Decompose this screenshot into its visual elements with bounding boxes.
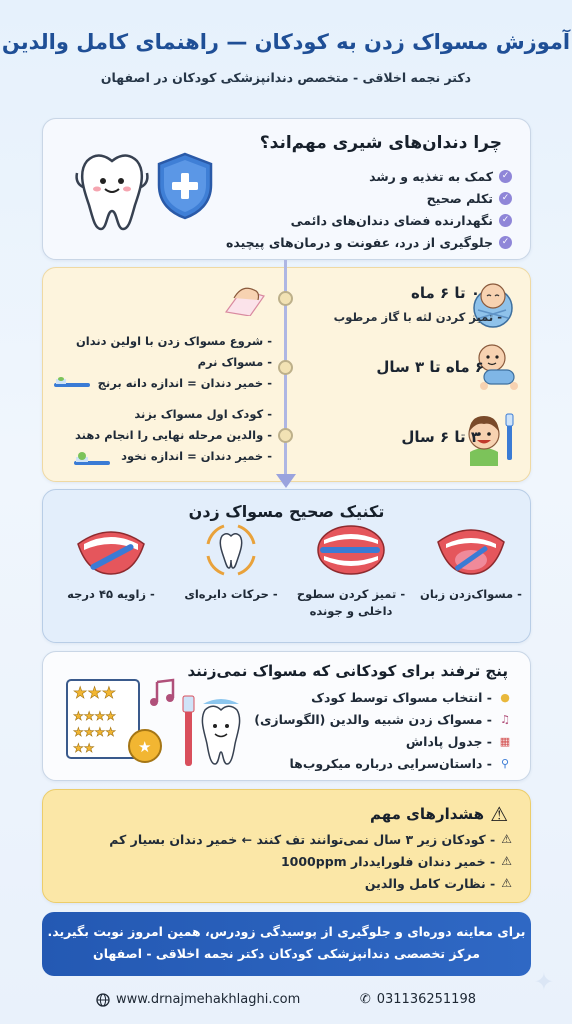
page-title: آموزش مسواک زدن به کودکان — راهنمای کامل والدین: [1, 30, 571, 54]
cta-line-2: مرکز تخصصی دندانپزشکی کودکان دکتر نجمه اخلاقی - اصفهان: [93, 946, 480, 961]
circular-motion-tooth-icon: [194, 522, 268, 578]
age-6m-3y-list: [76, 334, 272, 397]
call-to-action-banner: [42, 912, 531, 976]
list-item: - خمیر دندان = اندازه دانه برنج: [97, 376, 272, 390]
technique-label: - زاویه ۴۵ درجه: [67, 587, 155, 601]
footer: [0, 992, 572, 1012]
list-item: ⚠ - کودکان زیر ۳ سال نمی‌توانند تف کنند ← خمیر دندان بسیار کم: [109, 831, 512, 847]
list-item: ⚠ - نظارت کامل والدین: [364, 875, 512, 891]
warnings-title-row: [370, 802, 508, 826]
tongue-brushing-icon: [434, 522, 508, 578]
svg-text:★: ★: [138, 738, 152, 756]
list-item: - والدین مرحله نهایی را انجام دهند: [75, 428, 272, 442]
list-item: ⚲ - داستان‌سرایی درباره میکروب‌ها: [254, 752, 512, 774]
age-title-0-6m: ۰ تا ۶ ماه: [410, 284, 480, 302]
technique-item-circular: [176, 522, 286, 603]
check-icon: ✓: [499, 214, 512, 227]
list-item: ✓ جلوگیری از درد، عفونت و درمان‌های پیچیده: [226, 231, 512, 253]
page-subtitle: دکتر نجمه اخلاقی - متخصص دندانپزشکی کودکان در اصفهان: [100, 70, 472, 85]
why-card: [42, 118, 531, 260]
technique-item-45-degree: [56, 522, 166, 603]
angle-brushing-icon: [74, 522, 148, 578]
warnings-list: [109, 828, 512, 894]
list-item: ⚠ - خمیر دندان فلورایددار 1000ppm: [280, 853, 512, 869]
list-item: ♫ - مسواک زدن شبیه والدین (الگوسازی): [254, 708, 512, 730]
website-link[interactable]: [96, 992, 300, 1007]
header: [0, 30, 572, 85]
age-desc-0-6m: - تمیز کردن لثه با گاز مرطوب: [333, 310, 502, 324]
list-item: ✓ کمک به تغذیه و رشد: [226, 165, 512, 187]
music-notes-icon: [147, 678, 181, 708]
list-item: - مسواک نرم: [197, 355, 272, 369]
website-text: www.drnajmehakhlaghi.com: [116, 992, 301, 1007]
warning-icon: ⚠: [501, 854, 512, 868]
age-title-3-6y: ۳ تا ۶ سال: [401, 428, 480, 446]
technique-label: - تمیز کردن سطوح داخلی و جونده: [296, 587, 406, 618]
list-item: - کودک اول مسواک بزند: [134, 407, 272, 421]
list-item: ✓ نگهدارنده فضای دندان‌های دائمی: [226, 209, 512, 231]
age-title-6m-3y: ۶ ماه تا ۳ سال: [376, 358, 484, 376]
toothbrush-rice-icon: [52, 376, 92, 390]
hand-wipe-icon: [220, 282, 270, 316]
technique-label: - مسواک‌زدن زبان: [420, 587, 522, 601]
tricks-title: پنج ترفند برای کودکانی که مسواک نمی‌زنند: [187, 662, 508, 680]
bulb-icon: ●: [500, 690, 510, 704]
timeline-dot: [278, 428, 293, 443]
list-item: ● - انتخاب مسواک توسط کودک: [254, 686, 512, 708]
check-icon: ✓: [499, 192, 512, 205]
technique-item-inner-surfaces: [296, 522, 406, 620]
timeline-dot: [278, 291, 293, 306]
calendar-icon: ▦: [499, 734, 511, 748]
technique-item-tongue: [416, 522, 526, 603]
warning-icon: ⚠: [501, 876, 512, 890]
list-item: ✓ تکلم صحیح: [226, 187, 512, 209]
list-item: - شروع مسواک زدن با اولین دندان: [75, 334, 272, 348]
warnings-title: هشدارهای مهم: [370, 805, 485, 823]
list-item: ▦ - جدول پاداش: [405, 733, 511, 749]
warning-icon: ⚠: [490, 802, 508, 826]
why-title: چرا دندان‌های شیری مهم‌اند؟: [259, 133, 502, 153]
tricks-card: [42, 651, 531, 781]
svg-text:★★: ★★: [73, 741, 95, 755]
warnings-card: [42, 789, 531, 903]
toothbrush-tooth-mascot-icon: [181, 692, 243, 770]
inner-surfaces-brushing-icon: [314, 522, 388, 578]
svg-text:★★★★: ★★★★: [73, 709, 117, 723]
sparkle-icon: ✦: [533, 968, 554, 996]
check-icon: ✓: [499, 236, 512, 249]
svg-text:★★★★: ★★★★: [73, 725, 117, 739]
tricks-list: [254, 686, 512, 774]
phone-icon: ✆: [359, 992, 371, 1007]
technique-label: - حرکات دایره‌ای: [184, 587, 278, 601]
technique-card: [42, 489, 531, 643]
why-list: [226, 165, 512, 253]
phone-text: 031136251198: [376, 992, 476, 1007]
list-item: - خمیر دندان = اندازه نخود: [121, 449, 272, 463]
phone-link[interactable]: [360, 992, 476, 1007]
warning-icon: ⚠: [501, 832, 512, 846]
cta-line-1: برای معاینه دوره‌ای و جلوگیری از پوسیدگی زودرس، همین امروز نوبت بگیرید.: [47, 924, 526, 939]
shield-icon: [155, 151, 215, 221]
tooth-mascot-icon: [73, 149, 151, 233]
timeline-arrow-icon: [276, 474, 296, 488]
svg-text:★★★: ★★★: [73, 683, 117, 702]
timeline-dot: [278, 360, 293, 375]
check-icon: ✓: [499, 170, 512, 183]
magnifier-icon: ⚲: [500, 756, 510, 770]
technique-title: تکنیک صحیح مسواک زدن: [188, 502, 385, 521]
globe-icon: [96, 993, 110, 1007]
toothbrush-pea-icon: [72, 452, 112, 468]
music-note-icon: ♫: [500, 712, 510, 726]
